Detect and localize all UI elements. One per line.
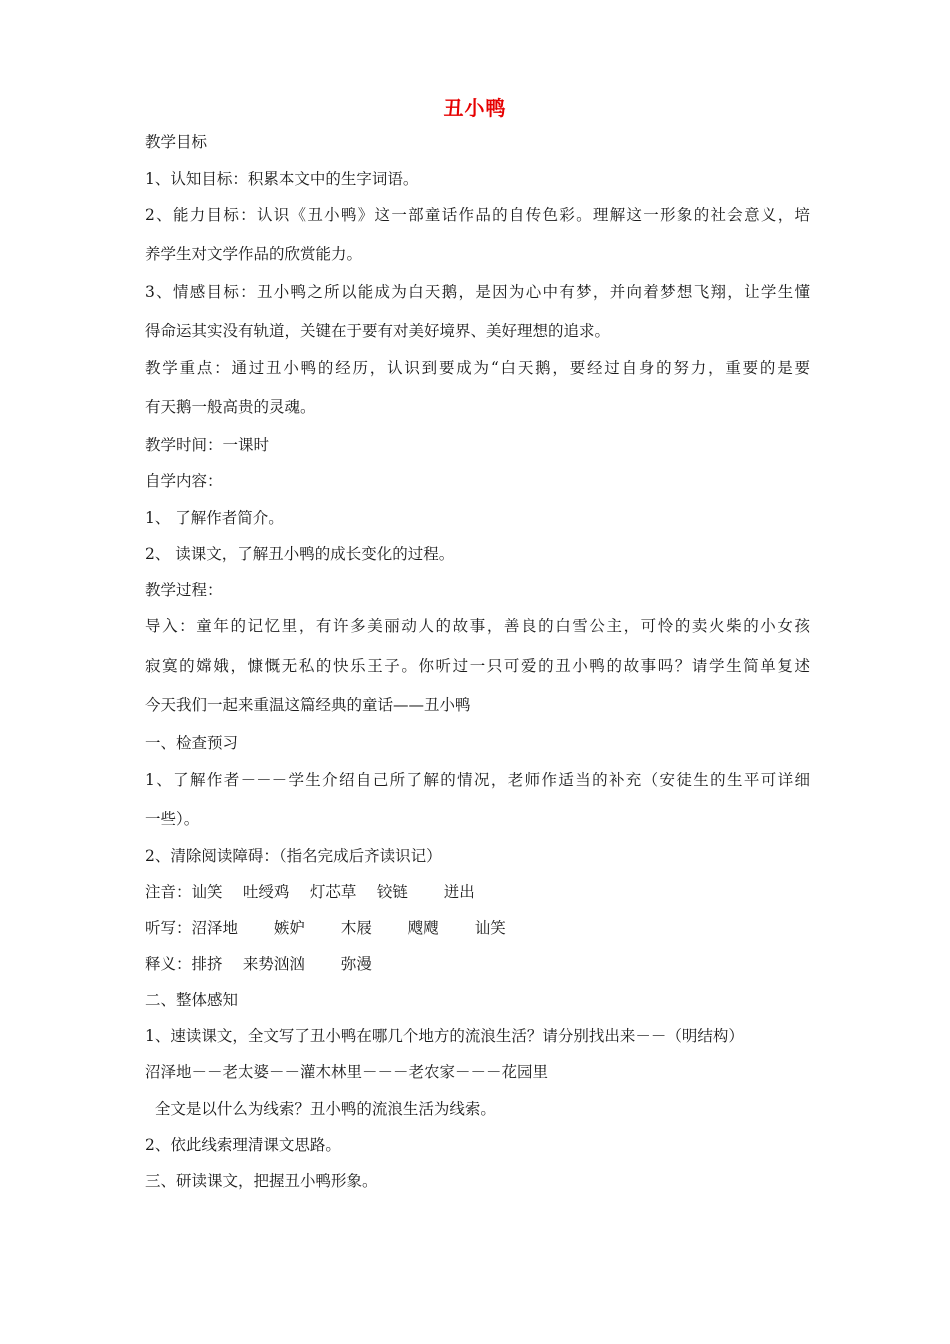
paragraph-line: 1、认知目标：积累本文中的生字词语。 [145,170,419,188]
paragraph-line: 教学时间：一课时 [145,436,270,454]
section-heading-teaching-process: 教学过程： [145,581,223,599]
vocab-line-pronunciation: 注音：讪笑 吐绶鸡 灯芯草 铰链 迸出 [145,883,475,901]
paragraph-line: 有天鹅一般高贵的灵魂。 [145,398,316,416]
section-heading-overall: 二、整体感知 [145,991,239,1009]
paragraph-line: 寂寞的嫦娥，慷慨无私的快乐王子。你听过一只可爱的丑小鸭的故事吗？请学生简单复述 [145,657,810,675]
paragraph-line: 得命运其实没有轨道，关键在于要有对美好境界、美好理想的追求。 [145,322,611,340]
section-heading-study-text: 三、研读课文，把握丑小鸭形象。 [145,1172,378,1190]
list-item: 2、 读课文，了解丑小鸭的成长变化的过程。 [145,545,455,563]
paragraph-line: 养学生对文学作品的欣赏能力。 [145,245,363,263]
paragraph-line: 教学重点：通过丑小鸭的经历，认识到要成为“白天鹅，要经过自身的努力，重要的是要 [145,359,810,377]
paragraph-line: 沼泽地－－老太婆－－灌木林里－－－老农家－－－花园里 [145,1063,549,1081]
paragraph-line: 2、清除阅读障碍：（指名完成后齐读识记） [145,847,442,865]
vocab-line-dictation: 听写：沼泽地 嫉妒 木屐 飕飕 讪笑 [145,919,506,937]
paragraph-line: 今天我们一起来重温这篇经典的童话——丑小鸭 [145,696,471,714]
list-item: 1、 了解作者简介。 [145,509,284,527]
vocab-line-definition: 释义：排挤 来势汹汹 弥漫 [145,955,372,973]
paragraph-line: 1、了解作者－－－学生介绍自己所了解的情况，老师作适当的补充（安徒生的生平可详细 [145,771,810,789]
section-heading-teaching-goals: 教学目标 [145,133,208,151]
section-heading-preview: 一、检查预习 [145,734,239,752]
paragraph-line: 2、依此线索理清课文思路。 [145,1136,341,1154]
paragraph-line: 1、速读课文，全文写了丑小鸭在哪几个地方的流浪生活？请分别找出来－－（明结构） [145,1027,744,1045]
paragraph-line: 一些）。 [145,810,200,828]
paragraph-line: 全文是以什么为线索？丑小鸭的流浪生活为线索。 [145,1100,496,1118]
paragraph-line: 导入：童年的记忆里，有许多美丽动人的故事，善良的白雪公主，可怜的卖火柴的小女孩 [145,617,810,635]
paragraph-line: 2、能力目标：认识《丑小鸭》这一部童话作品的自传色彩。理解这一形象的社会意义，培 [145,206,810,224]
document-title: 丑小鸭 [443,96,507,120]
section-heading-self-study: 自学内容： [145,472,223,490]
paragraph-line: 3、情感目标：丑小鸭之所以能成为白天鹅，是因为心中有梦，并向着梦想飞翔，让学生懂 [145,283,810,301]
